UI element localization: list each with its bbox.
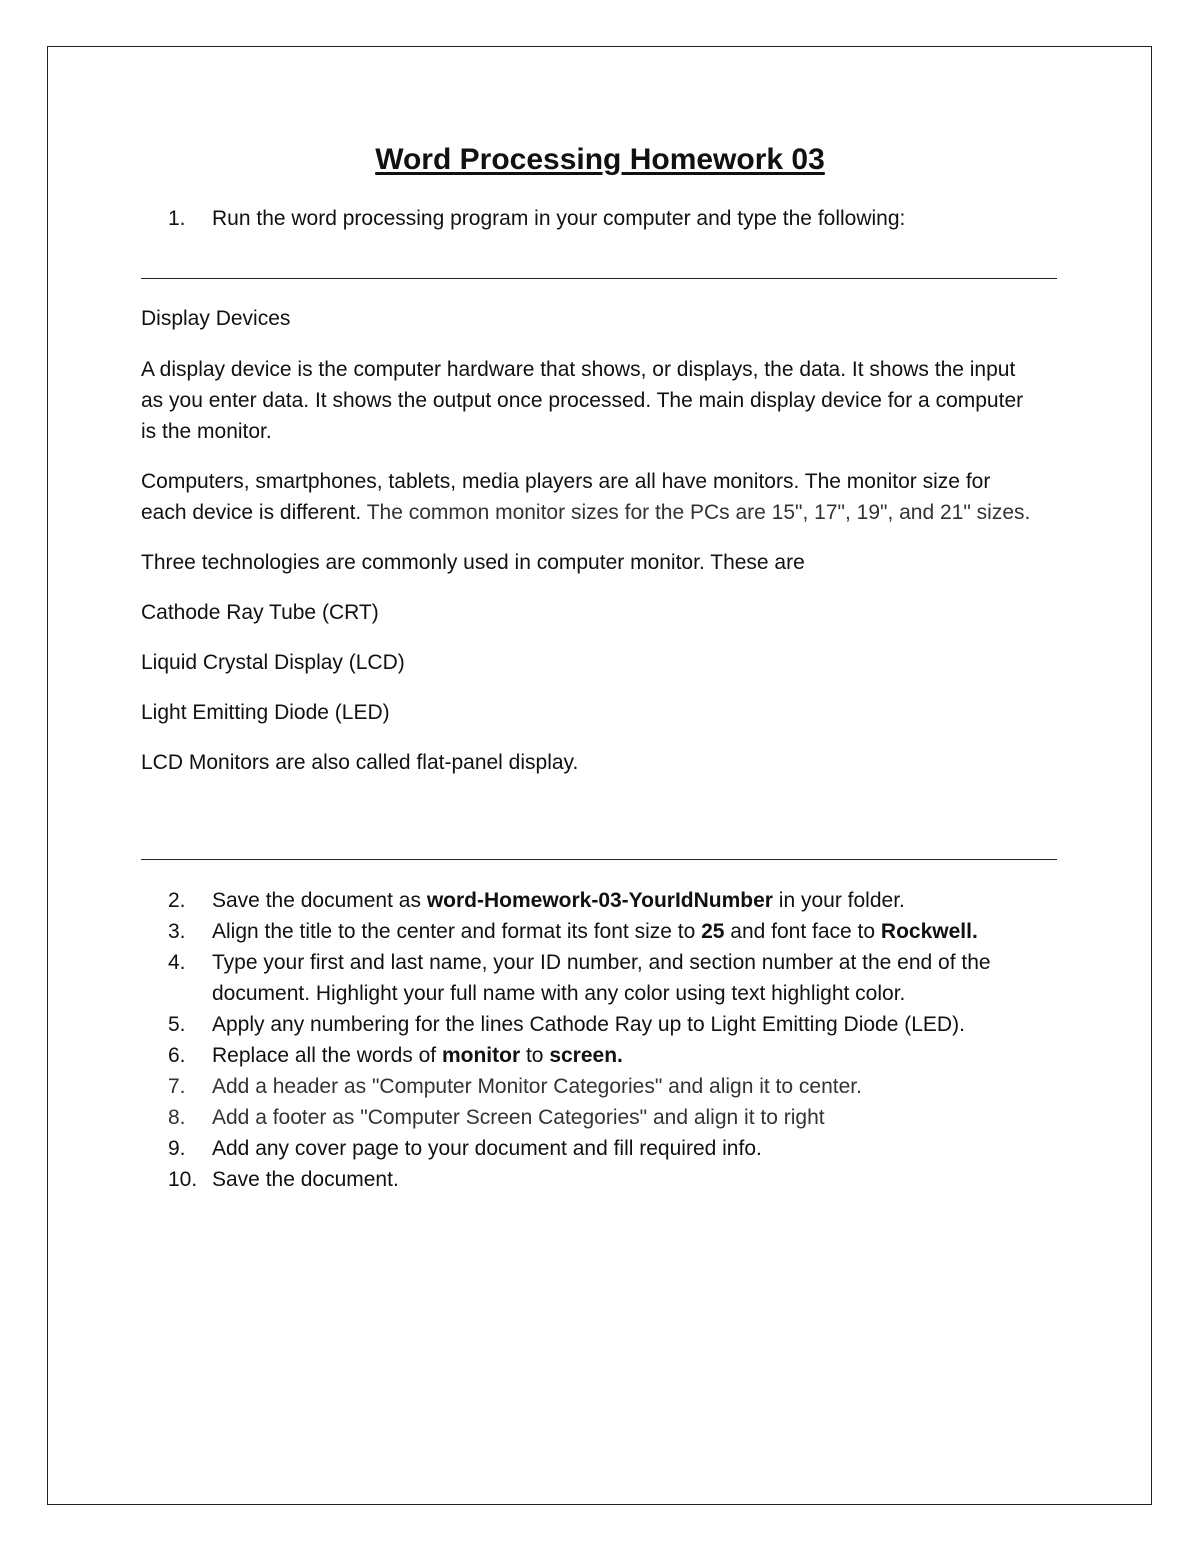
task-text: in your folder.: [772, 889, 905, 912]
task-item-2: [168, 885, 1062, 916]
task-number: 3.: [168, 920, 186, 943]
task-number: 7.: [168, 1075, 186, 1098]
content-paragraph-1: A display device is the computer hardware that shows, or displays, the data. It shows the input as you enter data. It shows the output once processed. The main display device for a computer is the monitor.: [141, 358, 1024, 443]
content-item-crt: Cathode Ray Tube (CRT): [141, 601, 379, 624]
task-list-intro: [168, 203, 1062, 234]
task-item-7: [168, 1071, 1062, 1102]
paragraph-2-part-1: Computers, smartphones, tablets, media players are all have monitors. The monitor size for each device is different.: [141, 470, 991, 524]
task-number: 1.: [168, 207, 186, 230]
task-text: Run the word processing program in your computer and type the following:: [212, 207, 906, 230]
content-paragraph-2: [141, 466, 1041, 528]
content-heading: Display Devices: [141, 307, 291, 330]
task-font-size: 25: [701, 920, 725, 943]
task-item-6: [168, 1040, 1062, 1071]
task-filename: word-Homework-03-YourIdNumber: [426, 889, 773, 912]
task-number: 9.: [168, 1137, 186, 1160]
task-text: Type your first and last name, your ID number, and section number at the end of the document. Highlight your full name with any color using text highlight color.: [212, 951, 991, 1005]
task-font-face: Rockwell.: [880, 920, 978, 943]
task-text: Save the document as: [212, 889, 427, 912]
task-number: 6.: [168, 1044, 186, 1067]
task-item-3: [168, 916, 1062, 947]
task-text: Add a header as "Computer Monitor Categories" and align it to center.: [212, 1075, 862, 1098]
divider-top: [141, 278, 1057, 279]
task-number: 8.: [168, 1106, 186, 1129]
task-word-screen: screen.: [549, 1044, 623, 1067]
typed-content: [141, 303, 1041, 778]
content-item-lcd: Liquid Crystal Display (LCD): [141, 651, 405, 674]
task-number: 10.: [168, 1168, 198, 1191]
task-list-steps: [168, 885, 1062, 1195]
task-word-monitor: monitor: [441, 1044, 521, 1067]
task-item-5: [168, 1009, 1062, 1040]
content-paragraph-3: Three technologies are commonly used in computer monitor. These are: [141, 551, 805, 574]
task-item-9: [168, 1133, 1062, 1164]
task-text: Apply any numbering for the lines Cathode Ray up to Light Emitting Diode (LED).: [212, 1013, 965, 1036]
task-text: Add any cover page to your document and fill required info.: [212, 1137, 762, 1160]
task-item-8: [168, 1102, 1062, 1133]
task-number: 5.: [168, 1013, 186, 1036]
task-number: 2.: [168, 889, 186, 912]
task-item-10: [168, 1164, 1062, 1195]
task-item-1: [168, 203, 1062, 234]
content-closing: LCD Monitors are also called flat-panel display.: [141, 751, 579, 774]
task-text: to: [520, 1044, 550, 1067]
task-text: and font face to: [724, 920, 881, 943]
task-text: Add a footer as "Computer Screen Categories" and align it to right: [212, 1106, 825, 1129]
content-item-led: Light Emitting Diode (LED): [141, 701, 390, 724]
task-text: Align the title to the center and format its font size to: [212, 920, 702, 943]
task-text: Save the document.: [212, 1168, 399, 1191]
task-item-4: [168, 947, 1062, 1009]
paragraph-2-part-2: The common monitor sizes for the PCs are 15", 17", 19", and 21" sizes.: [361, 501, 1031, 524]
document-title: Word Processing Homework 03: [375, 143, 825, 176]
task-text: Replace all the words of: [212, 1044, 442, 1067]
divider-bottom: [141, 859, 1057, 860]
task-number: 4.: [168, 951, 186, 974]
